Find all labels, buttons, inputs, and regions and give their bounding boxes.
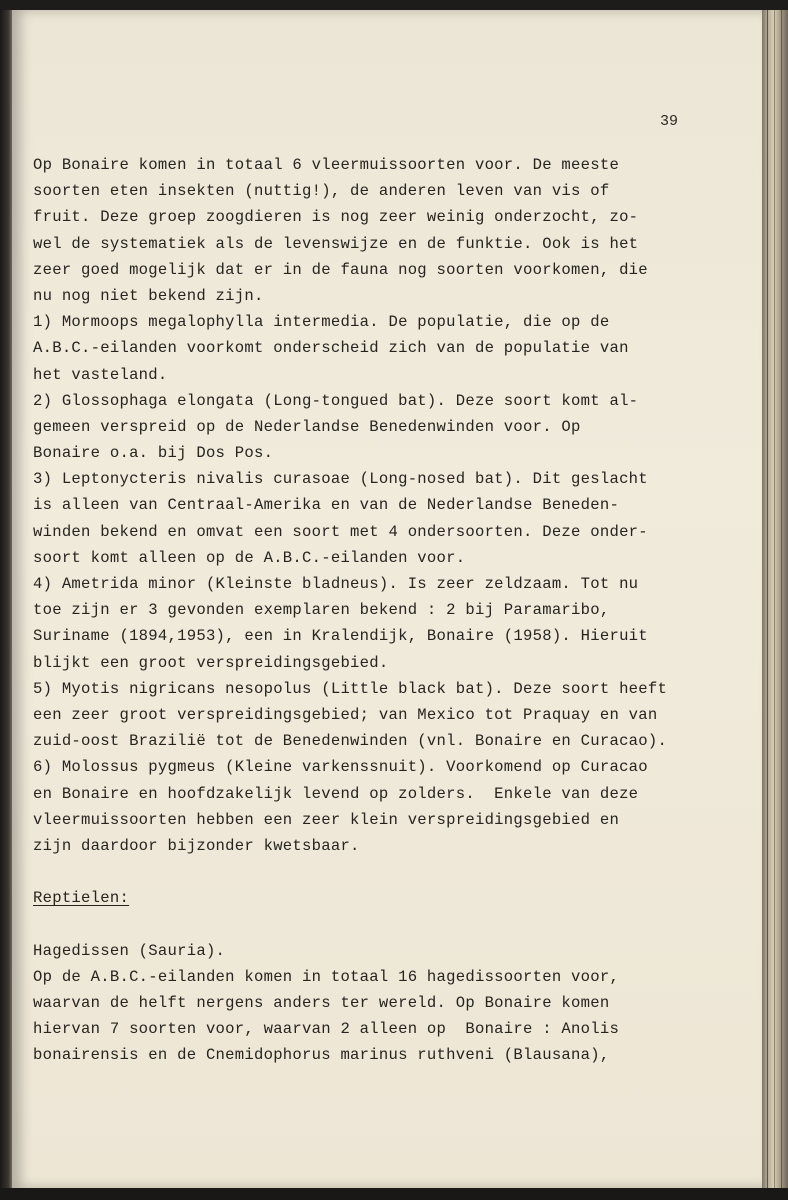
text-line: toe zijn er 3 gevonden exemplaren bekend : 2 bij Paramaribo, xyxy=(33,601,610,620)
text-line: soorten eten insekten (nuttig!), de anderen leven van vis of xyxy=(33,182,610,201)
text-line: fruit. Deze groep zoogdieren is nog zeer weinig onderzocht, zo- xyxy=(33,208,639,227)
text-line: 4) Ametrida minor (Kleinste bladneus). Is zeer zeldzaam. Tot nu xyxy=(33,575,639,593)
page-stack-edge xyxy=(762,10,788,1190)
page-number: 39 xyxy=(660,113,679,130)
text-line: 6) Molossus pygmeus (Kleine varkenssnuit). Voorkomend op Curacao xyxy=(33,758,648,777)
paragraph-gap xyxy=(33,859,753,885)
text-line: soort komt alleen op de A.B.C.-eilanden voor. xyxy=(33,548,466,567)
text-line: nu nog niet bekend zijn. xyxy=(33,286,264,305)
text-line: vleermuissoorten hebben een zeer klein verspreidingsgebied en xyxy=(33,810,620,829)
text-line: bonairensis en de Cnemidophorus marinus ruthveni (Blausana), xyxy=(33,1046,610,1065)
text-line: Op de A.B.C.-eilanden komen in totaal 16 hagedissoorten voor, xyxy=(33,967,620,986)
page-edge-line xyxy=(774,10,775,1190)
text-line: waarvan de helft nergens anders ter wereld. Op Bonaire komen xyxy=(33,994,610,1012)
subheading: Hagedissen (Sauria). xyxy=(33,941,226,960)
text-line: A.B.C.-eilanden voorkomt onderscheid zich van de populatie van xyxy=(33,339,629,358)
text-line: gemeen verspreid op de Nederlandse Benedenwinden voor. Op xyxy=(33,417,581,436)
text-line: Suriname (1894,1953), een in Kralendijk, Bonaire (1958). Hieruit xyxy=(33,627,648,646)
text-line: een zeer groot verspreidingsgebied; van Mexico tot Praquay en van xyxy=(33,705,658,724)
section-heading: Reptielen: xyxy=(33,889,130,908)
text-line: zeer goed mogelijk dat er in de fauna nog soorten voorkomen, die xyxy=(33,260,648,279)
text-line: Op Bonaire komen in totaal 6 vleermuissoorten voor. De meeste xyxy=(33,156,620,174)
text-line: het vasteland. xyxy=(33,365,168,384)
paragraph-gap xyxy=(33,911,753,937)
page-edge-line xyxy=(781,10,782,1190)
text-line: 1) Mormoops megalophylla intermedia. De populatie, die op de xyxy=(33,313,610,332)
text-line: hiervan 7 soorten voor, waarvan 2 alleen op Bonaire : Anolis xyxy=(33,1020,620,1039)
text-line: 2) Glossophaga elongata (Long-tongued bat). Deze soort komt al- xyxy=(33,391,639,410)
text-line: winden bekend en omvat een soort met 4 ondersoorten. Deze onder- xyxy=(33,522,648,541)
text-line: en Bonaire en hoofdzakelijk levend op zolders. Enkele van deze xyxy=(33,784,639,803)
text-line: 3) Leptonycteris nivalis curasoae (Long-nosed bat). Dit geslacht xyxy=(33,470,648,489)
text-line: zuid-oost Brazilië tot de Benedenwinden (vnl. Bonaire en Curacao). xyxy=(33,732,668,751)
text-line: zijn daardoor bijzonder kwetsbaar. xyxy=(33,836,360,855)
scan-border-bottom xyxy=(0,1188,788,1200)
text-line: Bonaire o.a. bij Dos Pos. xyxy=(33,444,274,463)
text-line: wel de systematiek als de levenswijze en de funktie. Ook is het xyxy=(33,234,639,253)
text-line: is alleen van Centraal-Amerika en van de Nederlandse Beneden- xyxy=(33,496,620,515)
text-line: blijkt een groot verspreidingsgebied. xyxy=(33,653,389,672)
body-text xyxy=(33,152,753,1069)
text-line: 5) Myotis nigricans nesopolus (Little black bat). Deze soort heeft xyxy=(33,679,668,698)
page-edge-line xyxy=(767,10,768,1190)
